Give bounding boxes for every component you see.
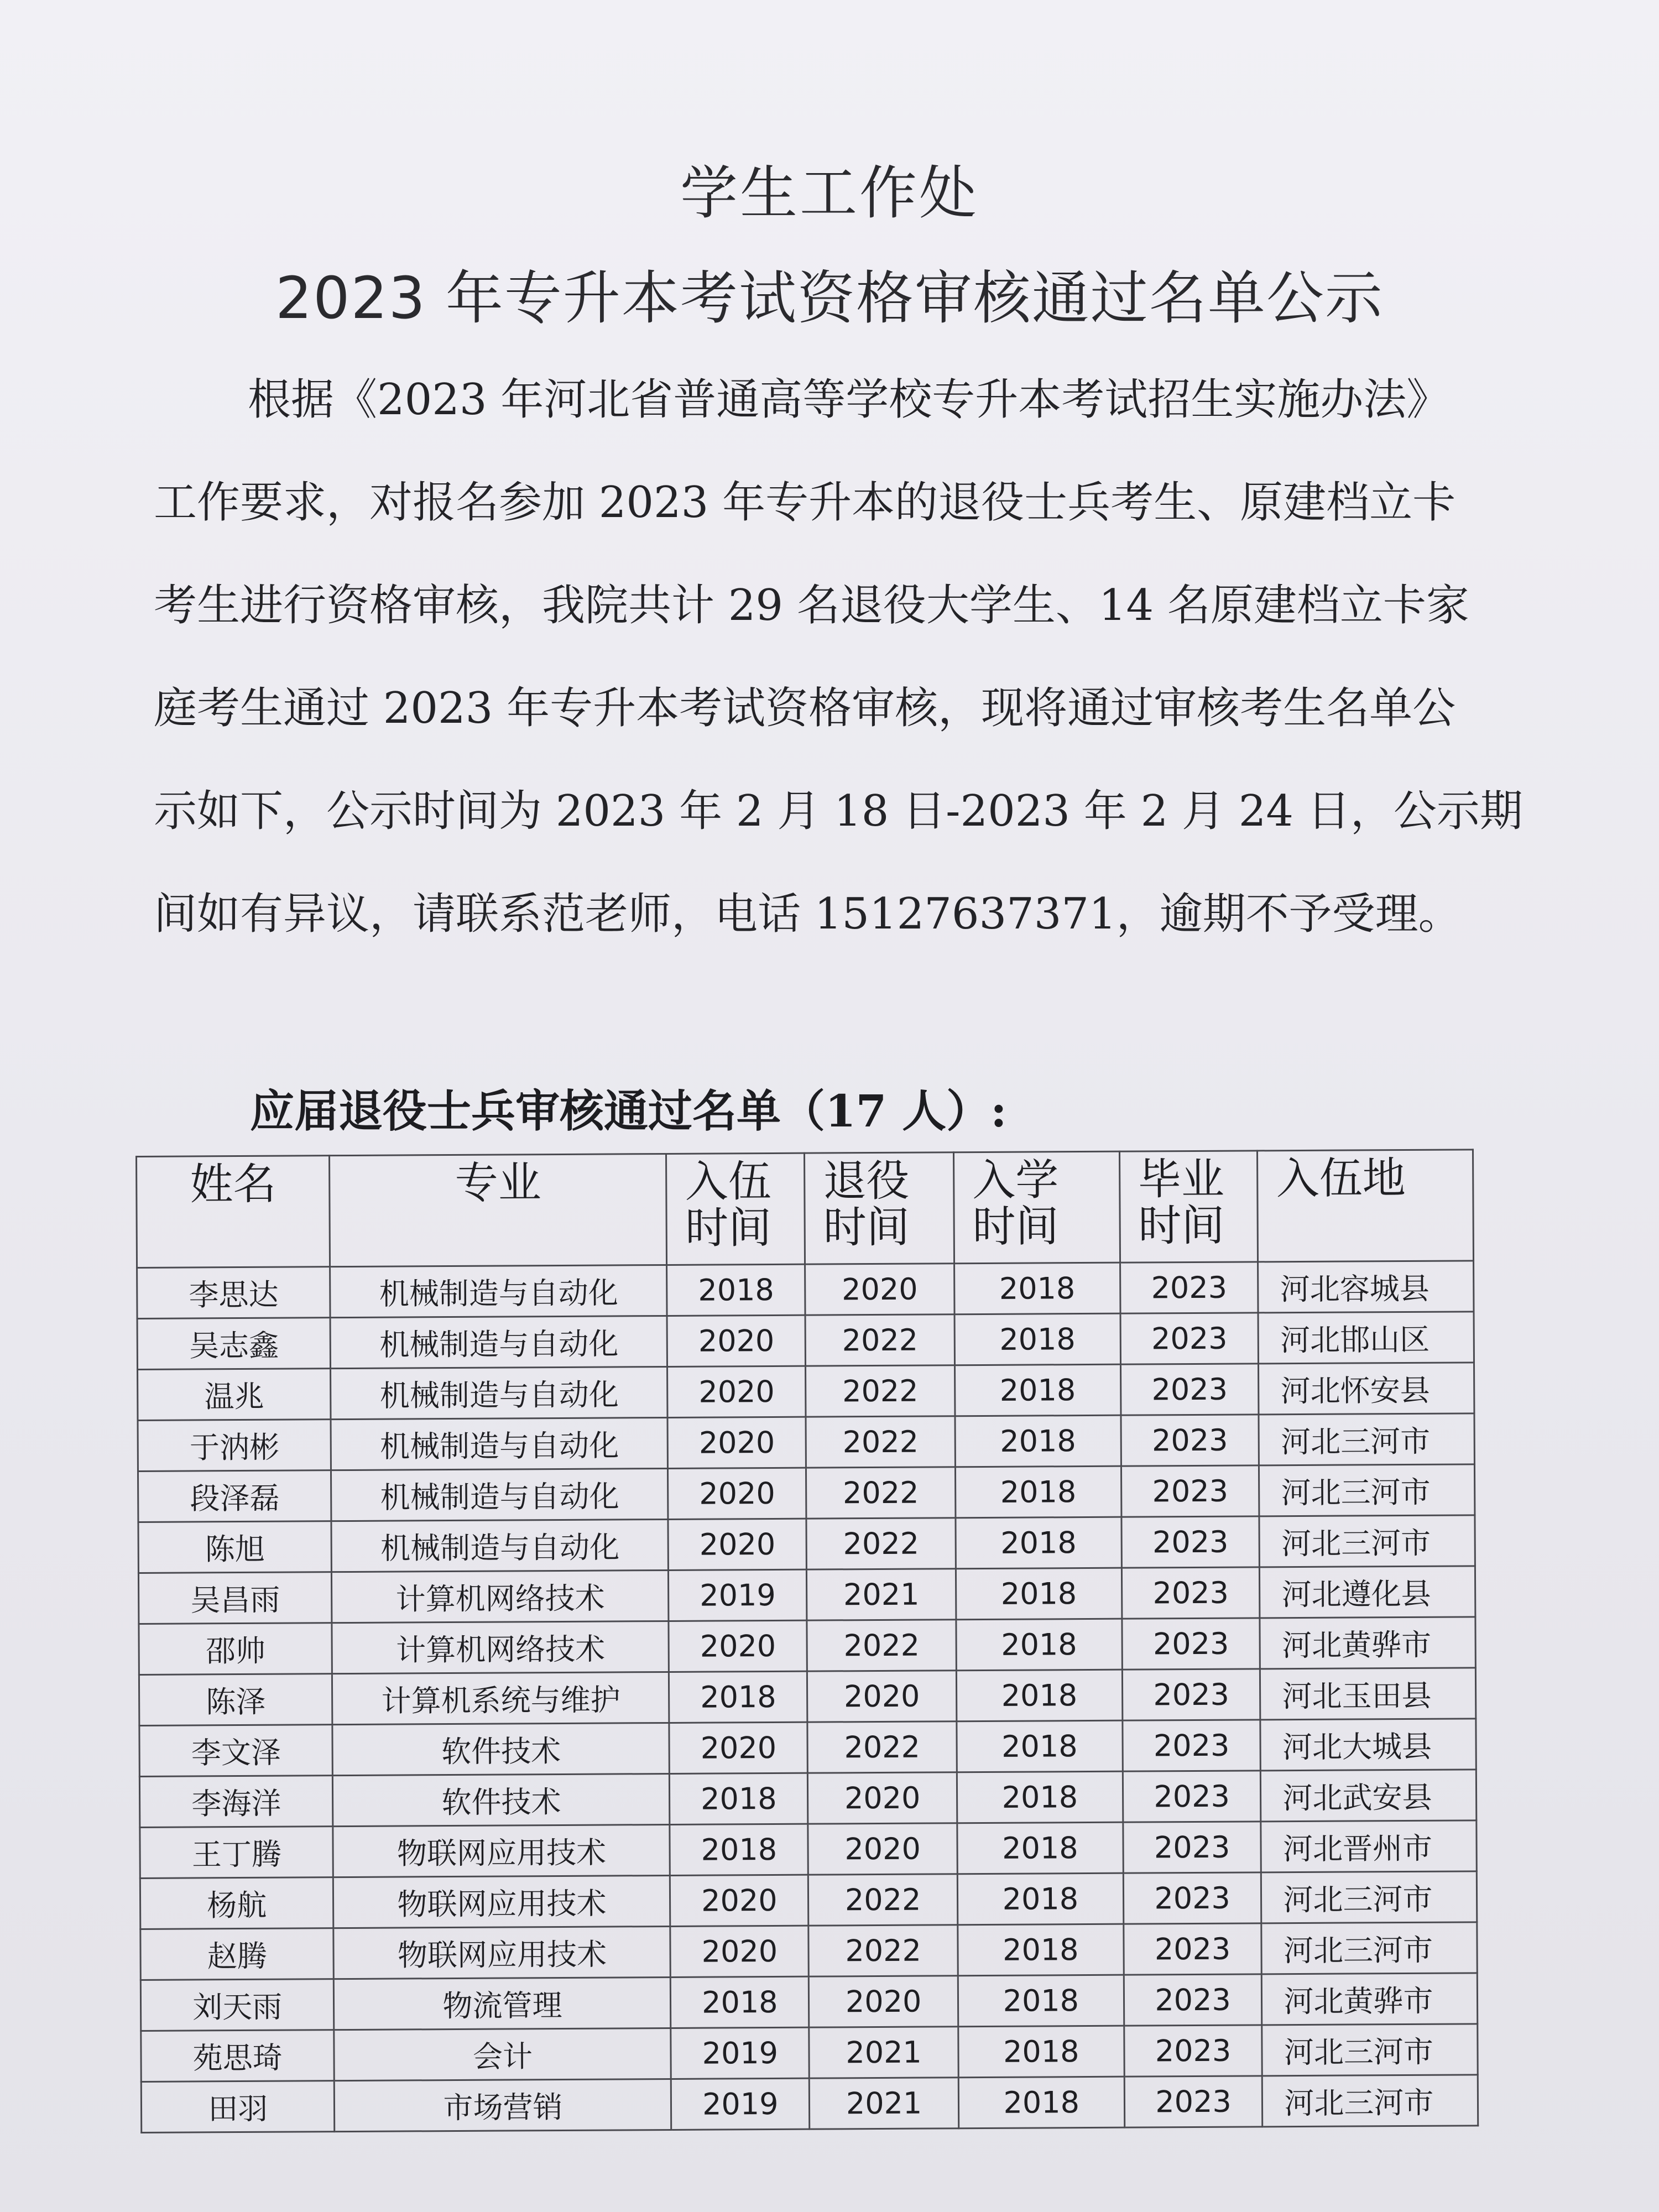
cell-graduate-year: 2023 <box>1123 1872 1261 1924</box>
cell-enlist-year: 2020 <box>668 1468 806 1519</box>
cell-major: 机械制造与自动化 <box>330 1265 667 1317</box>
notice-title: 2023 年专升本考试资格审核通过名单公示 <box>275 264 1384 332</box>
cell-enroll-year: 2018 <box>954 1313 1120 1365</box>
cell-enroll-year: 2018 <box>956 1619 1122 1671</box>
table-row <box>139 1668 1475 1726</box>
cell-graduate-year: 2023 <box>1121 1567 1260 1619</box>
cell-enlist-place: 河北三河市 <box>1259 1515 1475 1567</box>
table-row <box>138 1363 1474 1421</box>
cell-enlist-year: 2020 <box>670 1926 808 1977</box>
cell-name: 段泽磊 <box>138 1470 331 1522</box>
cell-enlist-place: 河北大城县 <box>1260 1719 1476 1771</box>
cell-enlist-year: 2020 <box>670 1875 808 1926</box>
cell-enlist-year: 2019 <box>671 2027 809 2079</box>
notice-paragraph <box>154 348 1523 966</box>
cell-major: 机械制造与自动化 <box>331 1366 667 1419</box>
cell-enroll-year: 2018 <box>956 1670 1122 1721</box>
cell-enlist-year: 2020 <box>669 1722 807 1773</box>
cell-discharge-year: 2020 <box>808 1772 957 1824</box>
cell-discharge-year: 2022 <box>807 1620 956 1671</box>
cell-enroll-year: 2018 <box>955 1415 1121 1467</box>
cell-major: 机械制造与自动化 <box>331 1468 668 1521</box>
cell-discharge-year: 2022 <box>806 1467 956 1519</box>
table-row <box>140 1871 1477 1929</box>
cell-discharge-year: 2022 <box>808 1874 958 1926</box>
cell-discharge-year: 2022 <box>805 1314 954 1366</box>
cell-major: 计算机网络技术 <box>332 1570 669 1623</box>
table-row <box>138 1566 1475 1624</box>
cell-enlist-year: 2018 <box>669 1671 807 1723</box>
column-header-major: 专业 <box>330 1154 667 1266</box>
column-header-graduate: 毕业 时间 <box>1119 1151 1258 1262</box>
cell-graduate-year: 2023 <box>1124 2076 1262 2127</box>
cell-discharge-year: 2020 <box>807 1671 957 1722</box>
table-row <box>137 1261 1474 1319</box>
cell-enlist-place: 河北怀安县 <box>1259 1363 1474 1415</box>
cell-enlist-place: 河北黄骅市 <box>1260 1617 1475 1669</box>
roster-table <box>135 1149 1479 2133</box>
cell-graduate-year: 2023 <box>1120 1262 1258 1313</box>
cell-name: 吴昌雨 <box>138 1572 332 1624</box>
cell-discharge-year: 2020 <box>809 1976 958 2027</box>
cell-major: 物联网应用技术 <box>333 1824 670 1877</box>
cell-name: 陈旭 <box>138 1521 332 1573</box>
notice-line: 庭考生通过 2023 年专升本考试资格审核，现将通过审核考生名单公 <box>154 684 1456 733</box>
cell-enlist-year: 2020 <box>669 1620 807 1672</box>
cell-enlist-place: 河北三河市 <box>1261 1871 1477 1923</box>
cell-graduate-year: 2023 <box>1123 1923 1261 1975</box>
column-header-place: 入伍地 <box>1258 1150 1474 1262</box>
cell-enlist-place: 河北三河市 <box>1262 2075 1478 2127</box>
cell-enroll-year: 2018 <box>958 2077 1124 2128</box>
table-row <box>138 1464 1474 1522</box>
table-row <box>139 1617 1475 1675</box>
cell-discharge-year: 2022 <box>806 1416 955 1468</box>
cell-enroll-year: 2018 <box>958 1924 1124 1976</box>
cell-graduate-year: 2023 <box>1122 1669 1260 1720</box>
cell-discharge-year: 2022 <box>807 1721 957 1773</box>
cell-enroll-year: 2018 <box>957 1873 1123 1925</box>
cell-enlist-place: 河北三河市 <box>1261 1922 1477 1974</box>
cell-enlist-year: 2018 <box>670 1773 808 1824</box>
cell-name: 温兆 <box>138 1369 331 1421</box>
cell-enlist-place: 河北邯山区 <box>1258 1312 1474 1364</box>
cell-name: 苑思琦 <box>141 2030 335 2082</box>
notice-line: 根据《2023 年河北省普通高等学校专升本考试招生实施办法》 <box>248 375 1450 425</box>
table-row <box>141 2024 1478 2082</box>
cell-name: 邵帅 <box>139 1623 332 1675</box>
cell-major: 物联网应用技术 <box>333 1926 670 1979</box>
table-row <box>139 1770 1476 1828</box>
cell-major: 物联网应用技术 <box>333 1875 670 1928</box>
cell-name: 杨航 <box>140 1877 333 1929</box>
cell-enlist-place: 河北遵化县 <box>1260 1566 1475 1618</box>
cell-enlist-year: 2020 <box>667 1315 805 1366</box>
cell-graduate-year: 2023 <box>1124 2025 1262 2077</box>
cell-enlist-place: 河北晋州市 <box>1261 1820 1477 1872</box>
cell-enlist-year: 2020 <box>668 1519 806 1570</box>
cell-graduate-year: 2023 <box>1124 1974 1262 2026</box>
cell-name: 于汭彬 <box>138 1420 331 1472</box>
notice-line: 示如下，公示时间为 2023 年 2 月 18 日-2023 年 2 月 24 日，公示期 <box>154 786 1523 836</box>
cell-enroll-year: 2018 <box>954 1262 1120 1314</box>
cell-enroll-year: 2018 <box>957 1822 1123 1874</box>
notice-line: 间如有异议，请联系范老师，电话 15127637371，逾期不予受理。 <box>154 889 1462 939</box>
cell-enlist-year: 2018 <box>670 1824 808 1875</box>
department-title: 学生工作处 <box>680 159 979 227</box>
table-row <box>138 1413 1474 1472</box>
cell-major: 计算机网络技术 <box>332 1621 669 1673</box>
table-row <box>140 1922 1477 1980</box>
table-row <box>140 1973 1477 2031</box>
cell-discharge-year: 2021 <box>809 2078 958 2129</box>
cell-discharge-year: 2021 <box>807 1569 956 1620</box>
cell-major: 物流管理 <box>334 1977 671 2030</box>
cell-major: 机械制造与自动化 <box>331 1316 667 1368</box>
cell-name: 李文泽 <box>139 1725 333 1777</box>
cell-major: 软件技术 <box>332 1723 669 1775</box>
column-header-enlist: 入伍 时间 <box>666 1153 805 1265</box>
cell-enlist-year: 2020 <box>667 1417 806 1468</box>
cell-enroll-year: 2018 <box>956 1568 1121 1620</box>
cell-enlist-year: 2018 <box>667 1264 805 1316</box>
cell-major: 机械制造与自动化 <box>331 1417 667 1470</box>
table-row <box>138 1515 1475 1573</box>
cell-enlist-year: 2019 <box>669 1569 807 1621</box>
table-row <box>141 2075 1478 2133</box>
cell-name: 田羽 <box>141 2081 335 2133</box>
cell-name: 刘天雨 <box>140 1979 334 2031</box>
cell-major: 软件技术 <box>333 1773 670 1826</box>
cell-discharge-year: 2020 <box>805 1264 954 1315</box>
cell-graduate-year: 2023 <box>1121 1415 1259 1466</box>
notice-line: 考生进行资格审核，我院共计 29 名退役大学生、14 名原建档立卡家 <box>154 581 1469 630</box>
cell-name: 李海洋 <box>139 1776 333 1828</box>
cell-major: 会计 <box>334 2028 671 2080</box>
cell-discharge-year: 2021 <box>809 2027 958 2078</box>
cell-graduate-year: 2023 <box>1121 1516 1260 1568</box>
cell-enlist-year: 2020 <box>667 1366 806 1417</box>
cell-enlist-place: 河北容城县 <box>1258 1261 1474 1313</box>
cell-enroll-year: 2018 <box>958 1975 1124 2027</box>
column-header-enroll: 入学 时间 <box>953 1151 1120 1264</box>
cell-graduate-year: 2023 <box>1121 1465 1259 1517</box>
table-row <box>140 1820 1477 1879</box>
cell-enroll-year: 2018 <box>954 1364 1120 1416</box>
roster-heading: 应届退役士兵审核通过名单（17 人）: <box>250 1085 1007 1137</box>
cell-graduate-year: 2023 <box>1120 1364 1259 1415</box>
table-row <box>137 1312 1474 1370</box>
cell-graduate-year: 2023 <box>1120 1313 1259 1364</box>
cell-discharge-year: 2022 <box>806 1365 955 1417</box>
cell-enroll-year: 2018 <box>957 1771 1123 1823</box>
cell-enlist-place: 河北三河市 <box>1259 1413 1474 1465</box>
cell-enroll-year: 2018 <box>958 2026 1124 2078</box>
cell-enlist-place: 河北武安县 <box>1261 1770 1477 1822</box>
column-header-name: 姓名 <box>137 1156 331 1268</box>
cell-enlist-place: 河北三河市 <box>1262 2024 1478 2076</box>
cell-enlist-year: 2018 <box>671 1976 809 2028</box>
cell-name: 李思达 <box>137 1267 331 1319</box>
cell-discharge-year: 2020 <box>808 1823 957 1875</box>
cell-graduate-year: 2023 <box>1123 1771 1261 1822</box>
cell-discharge-year: 2022 <box>806 1518 956 1569</box>
cell-enlist-place: 河北黄骅市 <box>1262 1973 1478 2025</box>
table-row <box>139 1719 1476 1777</box>
cell-enlist-place: 河北三河市 <box>1259 1464 1475 1516</box>
cell-enlist-place: 河北玉田县 <box>1260 1668 1476 1720</box>
cell-major: 机械制造与自动化 <box>331 1519 668 1572</box>
roster-body <box>137 1261 1478 2133</box>
cell-graduate-year: 2023 <box>1122 1618 1260 1670</box>
column-header-discharge: 退役 时间 <box>805 1152 954 1264</box>
cell-enlist-year: 2019 <box>671 2078 810 2130</box>
cell-enroll-year: 2018 <box>956 1517 1121 1569</box>
cell-enroll-year: 2018 <box>955 1466 1121 1518</box>
cell-name: 王丁腾 <box>140 1827 333 1879</box>
notice-line: 工作要求，对报名参加 2023 年专升本的退役士兵考生、原建档立卡 <box>154 478 1456 528</box>
cell-graduate-year: 2023 <box>1123 1822 1261 1873</box>
cell-enroll-year: 2018 <box>957 1720 1123 1772</box>
cell-graduate-year: 2023 <box>1123 1720 1261 1771</box>
cell-discharge-year: 2022 <box>808 1925 958 1976</box>
cell-major: 计算机系统与维护 <box>332 1672 669 1724</box>
cell-major: 市场营销 <box>335 2079 671 2131</box>
cell-name: 陈泽 <box>139 1674 332 1726</box>
cell-name: 吴志鑫 <box>137 1318 331 1370</box>
cell-name: 赵腾 <box>140 1928 334 1980</box>
table-header-row <box>137 1150 1474 1268</box>
